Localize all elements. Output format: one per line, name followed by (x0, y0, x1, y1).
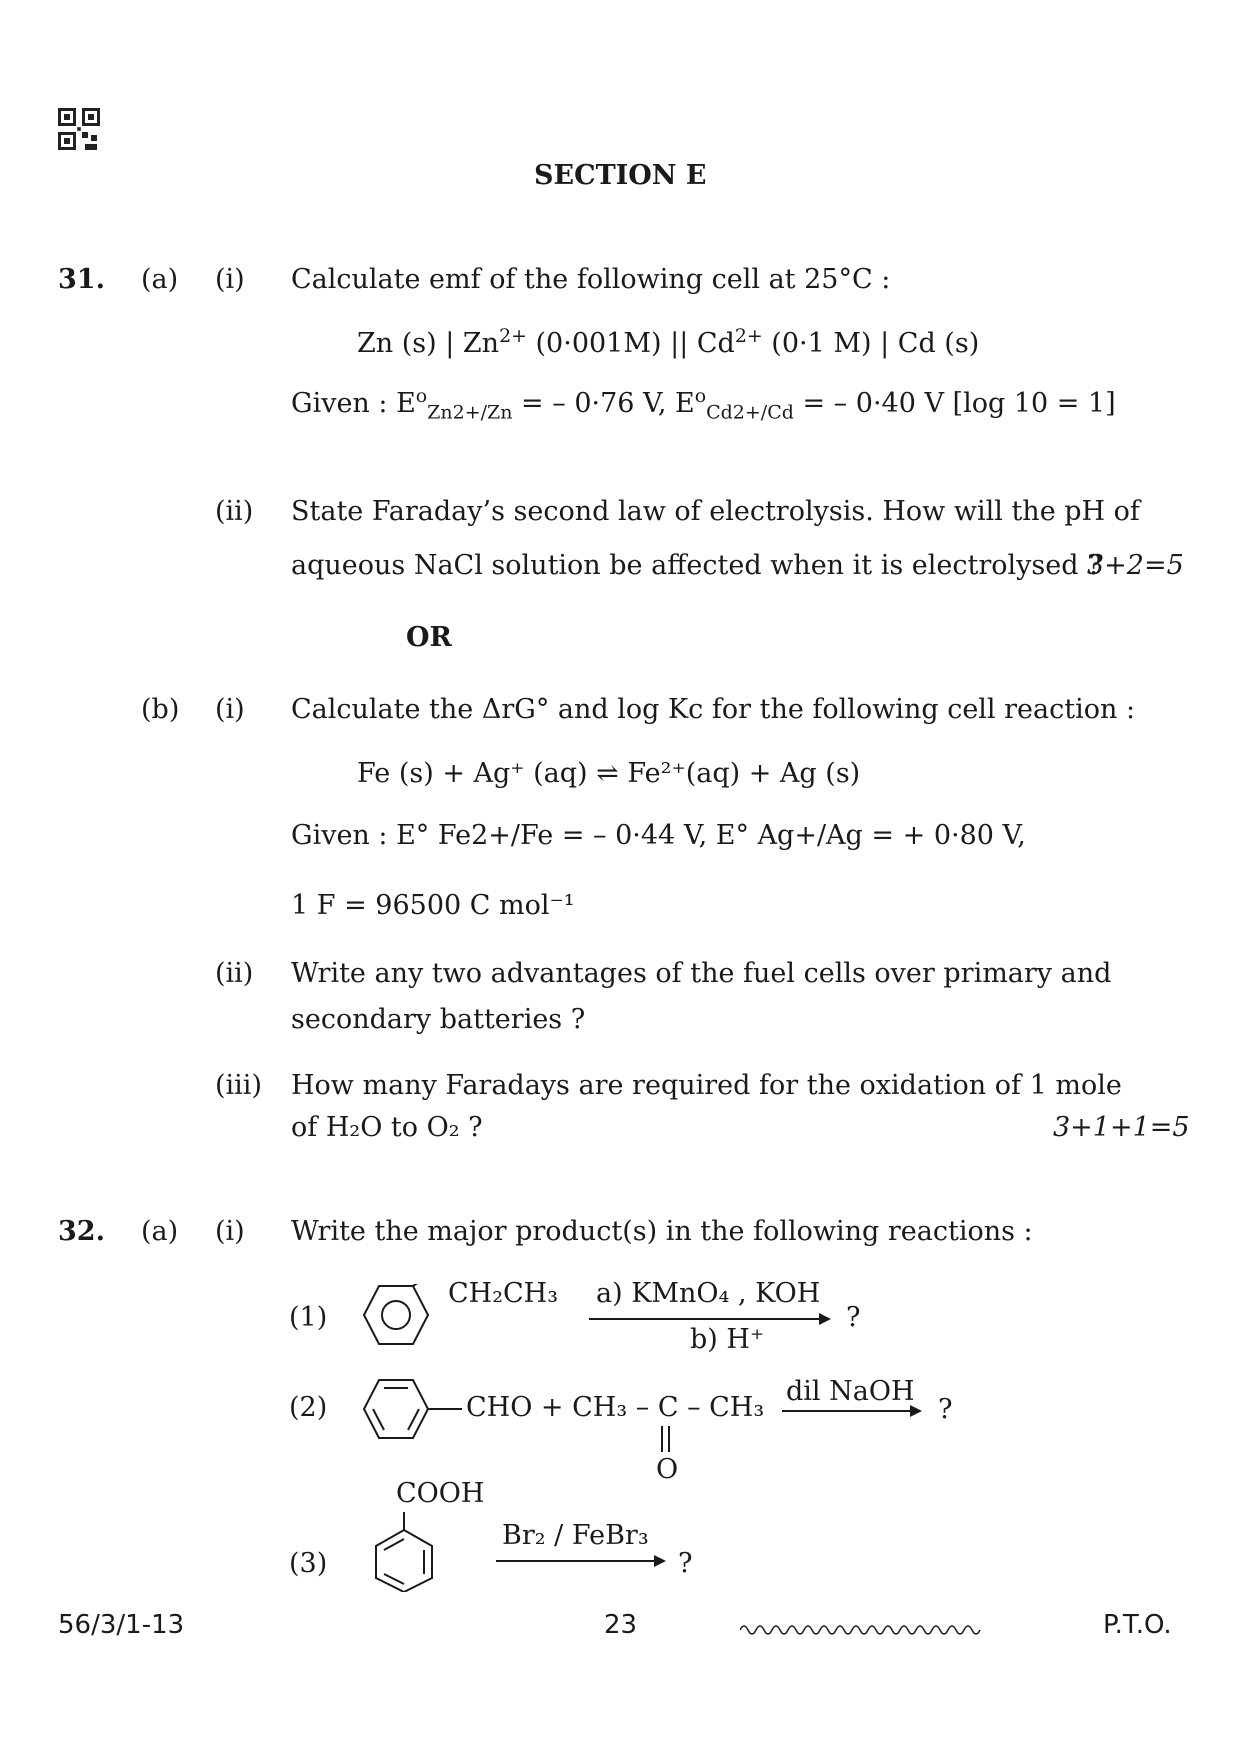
reagent-top: Br₂ / FeBr₃ (502, 1520, 649, 1551)
subpart-label: (ii) (215, 496, 254, 527)
question-number: 32. (58, 1216, 105, 1247)
qr-code (58, 108, 100, 150)
double-bond-icon (656, 1424, 676, 1454)
section-title: SECTION E (534, 160, 707, 191)
marks: 3+2=5 (1087, 550, 1184, 581)
subpart-label: (i) (215, 694, 245, 725)
cell-notation: Zn (s) | $Zn^{2+}$ (0·001M) || $Cd^{2+}$ (0·1 M) | Cd (s) (357, 325, 980, 359)
paper-code: 56/3/1-13 (58, 1610, 185, 1640)
reaction-arrow (496, 1560, 664, 1562)
question-text: aqueous NaCl solution be affected when it is electrolysed ? (291, 550, 1102, 581)
marks: 3+1+1=5 (1053, 1112, 1190, 1143)
reactants: CHO + CH₃ – C – CH₃ (466, 1392, 765, 1423)
part-label: (b) (141, 694, 180, 725)
subpart-label: (i) (215, 264, 245, 295)
subpart-label: (iii) (215, 1070, 262, 1101)
reaction-label: (1) (289, 1302, 328, 1333)
question-number: 31. (58, 264, 105, 295)
benzene-ring-icon (362, 1378, 464, 1440)
given-values: Given : $E^o_{Zn2+/Zn}$ = – 0·76 V, $E^o_{Cd2+/Cd}$ = – 0·40 V [log 10 = 1] (291, 385, 1116, 424)
question-text: secondary batteries ? (291, 1004, 586, 1035)
benzene-ring-icon (370, 1512, 438, 1592)
faraday-constant: 1 F = 96500 C mol⁻¹ (291, 890, 575, 921)
subpart-label: (ii) (215, 958, 254, 989)
question-text: Write any two advantages of the fuel cells over primary and (291, 958, 1112, 989)
substituent: COOH (396, 1478, 485, 1509)
reaction-arrow (782, 1410, 920, 1412)
question-text: State Faraday’s second law of electrolysis. How will the pH of (291, 496, 1140, 527)
substituent: CH₂CH₃ (448, 1278, 559, 1309)
question-mark: ? (846, 1302, 861, 1333)
cell-reaction: Fe (s) + Ag⁺ (aq) ⇌ Fe²⁺(aq) + Ag (s) (357, 758, 861, 789)
page-number: 23 (604, 1610, 638, 1640)
question-mark: ? (938, 1394, 953, 1425)
reagent-top: a) KMnO₄ , KOH (596, 1278, 821, 1309)
benzene-ring-icon (362, 1284, 430, 1346)
or-separator: OR (406, 622, 452, 653)
wavy-line-decoration (740, 1622, 986, 1638)
reaction-label: (3) (289, 1548, 328, 1579)
question-text: Write the major product(s) in the following reactions : (291, 1216, 1033, 1247)
given-values: Given : E° Fe2+/Fe = – 0·44 V, E° Ag+/Ag = + 0·80 V, (291, 820, 1026, 851)
question-text: How many Faradays are required for the oxidation of 1 mole (291, 1070, 1122, 1101)
reagent-bottom: b) H⁺ (690, 1324, 765, 1355)
reaction-label: (2) (289, 1392, 328, 1423)
subpart-label: (i) (215, 1216, 245, 1247)
part-label: (a) (141, 264, 179, 295)
question-text: of H₂O to O₂ ? (291, 1112, 483, 1143)
pto: P.T.O. (1103, 1610, 1172, 1640)
question-text: Calculate emf of the following cell at 25°C : (291, 264, 891, 295)
reagent-top: dil NaOH (786, 1376, 915, 1407)
part-label: (a) (141, 1216, 179, 1247)
carbonyl-oxygen: O (656, 1454, 679, 1485)
question-text: Calculate the ΔrG° and log Kc for the following cell reaction : (291, 694, 1136, 725)
question-mark: ? (678, 1548, 693, 1579)
reaction-arrow (589, 1318, 829, 1320)
